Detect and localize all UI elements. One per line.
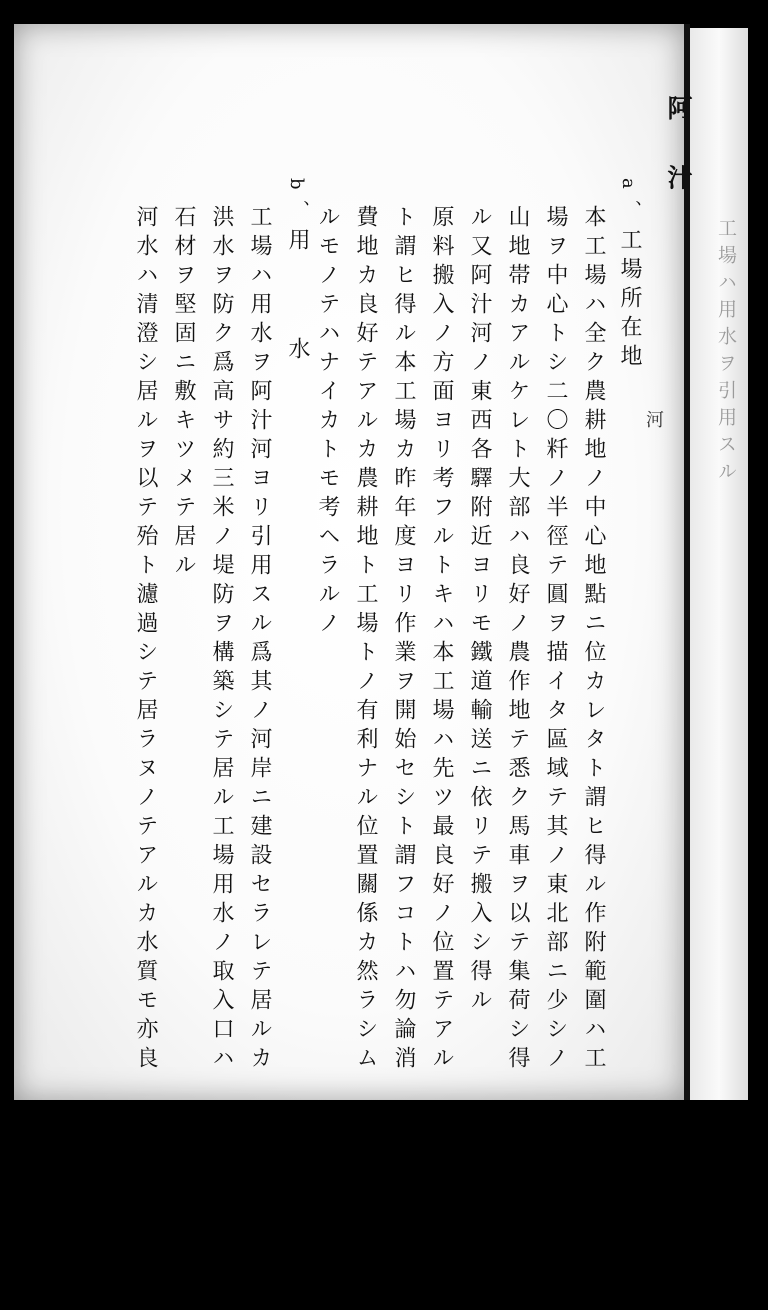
section-b-line-3: 石材ヲ堅固ニ敷キツメテ居ル [171, 205, 196, 582]
section-a-line-1: 本工場ハ全ク農耕地ノ中心地點ニ位カレタト謂ヒ得ル作附範圍ハ工 [581, 205, 606, 1075]
section-a-comma: 、 [621, 200, 642, 218]
section-b-heading: 用 水 [285, 228, 310, 399]
adjacent-page-edge [690, 28, 748, 1100]
page-title: 阿 汁 [664, 95, 693, 208]
section-a-heading: 工場所在地 [617, 228, 642, 373]
section-b-comma: 、 [289, 200, 310, 218]
section-b-line-2: 洪水ヲ防ク爲高サ約三米ノ堤防ヲ構築シテ居ル工場用水ノ取入口ハ [209, 205, 234, 1075]
section-a-line-3: 山地帯カアルケレト大部ハ良好ノ農作地テ悉ク馬車ヲ以テ集荷シ得 [505, 205, 530, 1075]
section-b-line-4: 河水ハ清澄シ居ルヲ以テ殆ト濾過シテ居ラヌノテアルカ水質モ亦良 [133, 205, 158, 1075]
section-a-marker: a [618, 178, 639, 189]
section-b-marker: b [286, 178, 307, 190]
section-a-line-6: ト謂ヒ得ル本工場カ昨年度ヨリ作業ヲ開始セシト謂フコトハ勿論消 [391, 205, 416, 1075]
section-a-line-5: 原料搬入ノ方面ヨリ考フルトキハ本工場ハ先ツ最良好ノ位置テアル [429, 205, 454, 1075]
section-a-line-2: 場ヲ中心トシ二〇粁ノ半徑テ圓ヲ描イタ區域テ其ノ東北部ニ少シノ [543, 205, 568, 1075]
section-a-line-4: ル又阿汁河ノ東西各驛附近ヨリモ鐵道輸送ニ依リテ搬入シ得ル [467, 205, 492, 1017]
section-a-line-7: 費地カ良好テアルカ農耕地ト工場トノ有利ナル位置關係カ然ラシム [353, 205, 378, 1075]
running-header: 河 [643, 410, 664, 428]
bleed-through-text: 工場ハ用水ヲ引用スル [715, 218, 737, 488]
section-a-line-8: ルモノテハナイカトモ考ヘラルノ [315, 205, 340, 640]
section-b-line-1: 工場ハ用水ヲ阿汁河ヨリ引用スル爲其ノ河岸ニ建設セラレテ居ルカ [247, 205, 272, 1075]
